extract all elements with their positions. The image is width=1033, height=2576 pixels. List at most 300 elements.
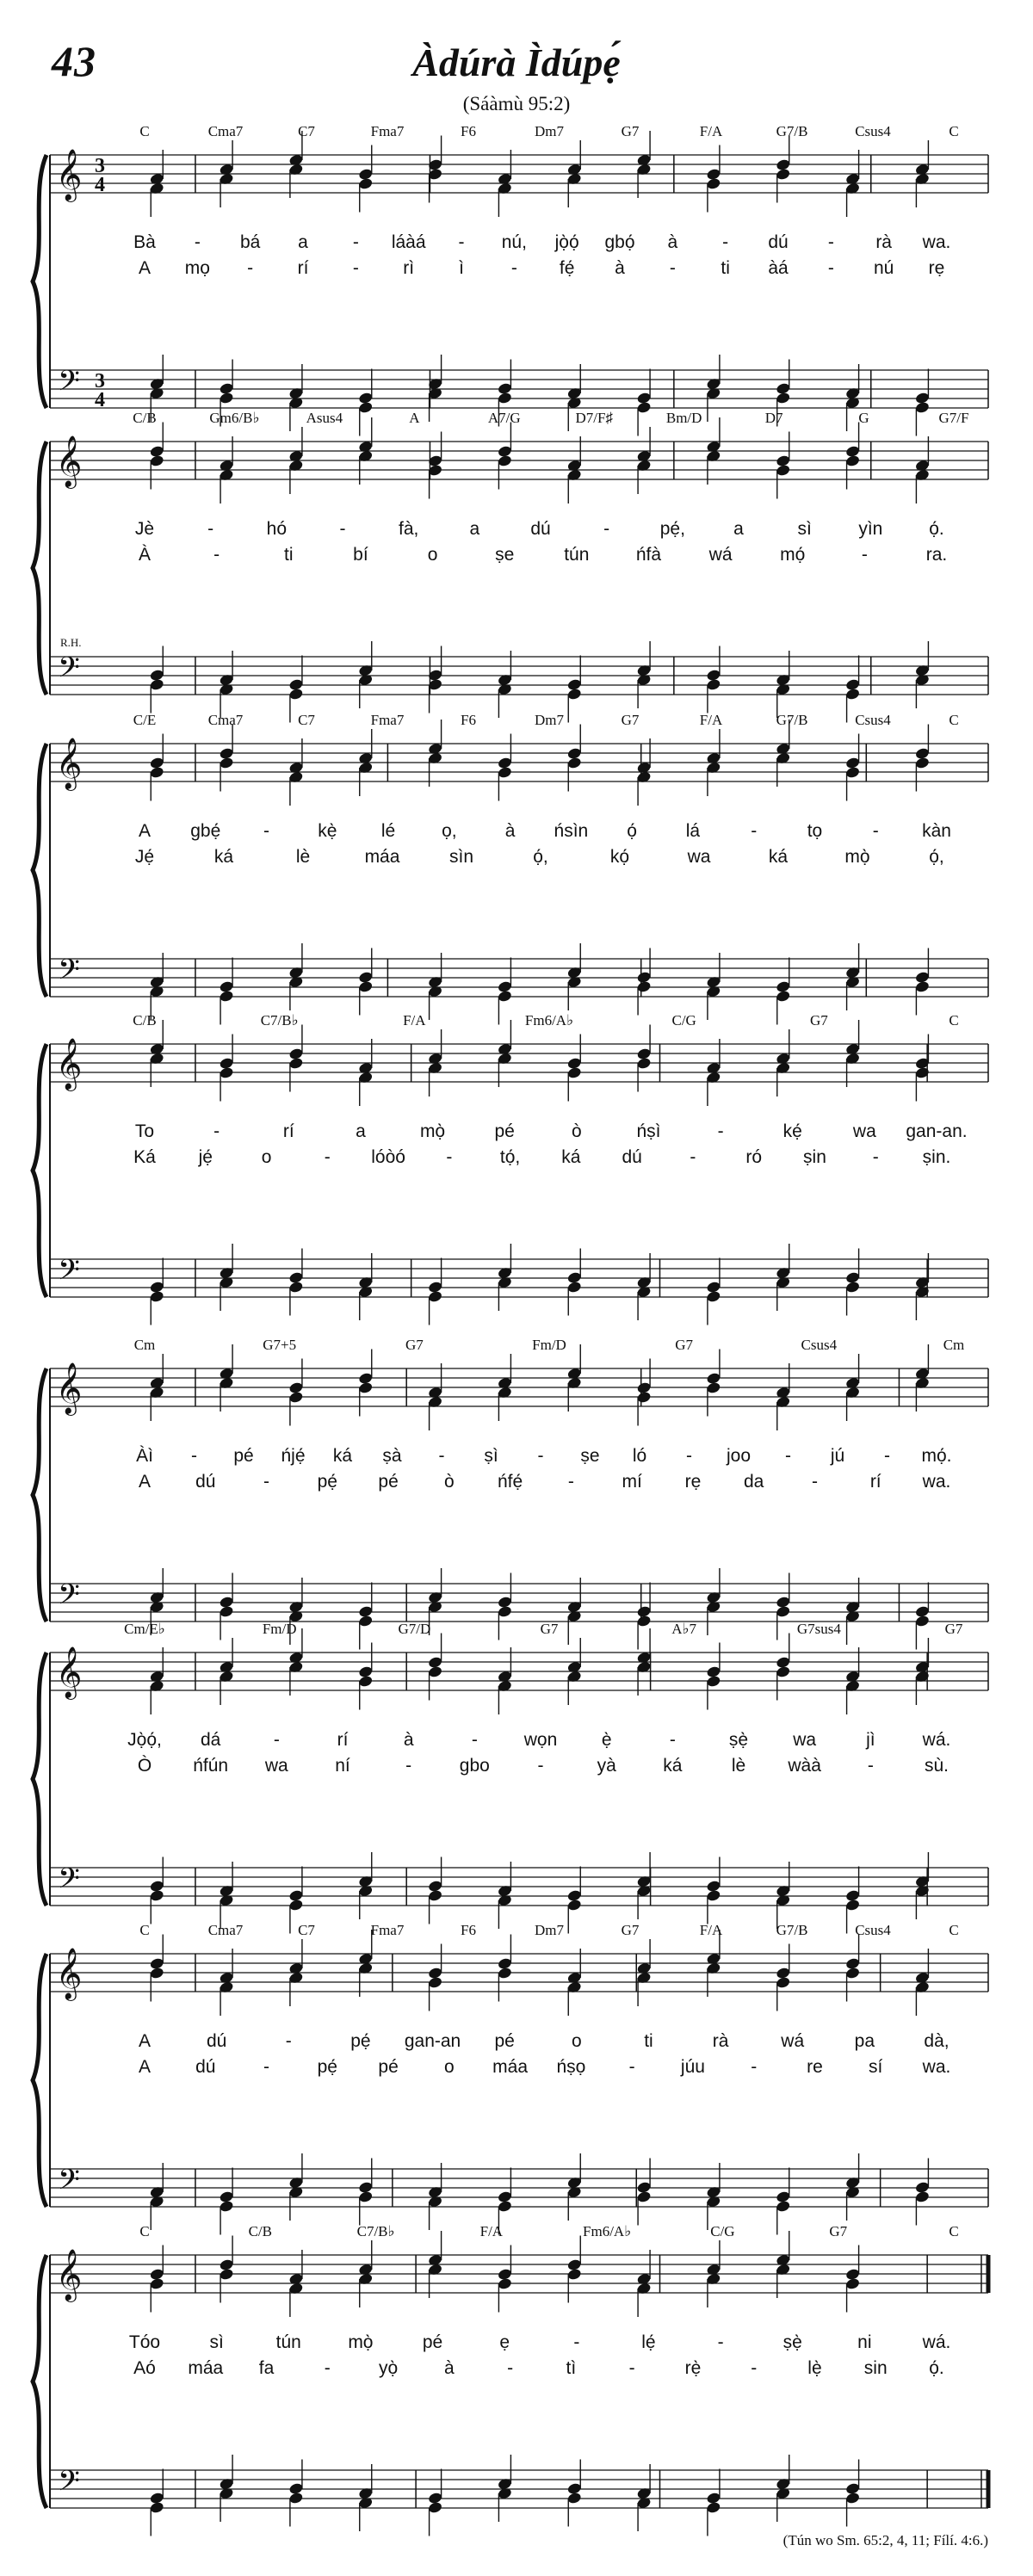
verse2-syllable: máa	[188, 2358, 224, 2378]
bass-note	[845, 2492, 861, 2505]
verse1-syllable: -	[717, 2332, 724, 2352]
treble-note	[428, 1976, 443, 1989]
verse1-syllable: ṣe	[580, 1446, 600, 1466]
treble-note	[358, 1381, 374, 1394]
chord-symbol: G7	[944, 1621, 963, 1637]
verse1-syllable: Jọ̀ọ́,	[127, 1730, 162, 1750]
verse1-syllable: Bà	[133, 232, 156, 252]
chord-symbol: G	[858, 410, 869, 426]
verse1-syllable: ṣẹ̀	[782, 2332, 802, 2352]
verse2-syllable: -	[352, 258, 359, 278]
chord-symbol: G7	[621, 1922, 640, 1938]
verse1-syllable: -	[263, 821, 270, 841]
bass-note	[219, 990, 234, 1003]
verse2-syllable: máa	[364, 847, 400, 867]
treble-note	[288, 1391, 304, 1404]
bass-staff	[50, 959, 988, 997]
hymn-title: Àdúrà Ìdúpẹ́	[412, 40, 621, 84]
staff-brace	[33, 155, 46, 408]
bass-note	[358, 401, 374, 414]
verse1-syllable: gbọ́	[604, 232, 635, 252]
chord-symbol: C7	[298, 1922, 315, 1938]
treble-clef-icon: 𝄞	[55, 1646, 83, 1698]
treble-note	[566, 2268, 582, 2281]
chord-symbol: C7	[298, 123, 315, 139]
verse2-syllable: tọ́,	[499, 1147, 521, 1167]
chord-symbol: C7/B♭	[356, 2223, 395, 2239]
verse2-syllable: ró	[745, 1147, 763, 1167]
treble-note	[845, 766, 861, 779]
chord-symbol: Fm/D	[532, 1337, 566, 1353]
verse2-syllable: -	[324, 2358, 331, 2378]
verse1-syllable: gan-an.	[906, 1121, 968, 1141]
verse2-syllable: rẹ	[928, 258, 945, 278]
verse1-syllable: láàá	[391, 232, 426, 252]
verse1-syllable: ńsìn	[554, 821, 589, 841]
bass-clef-icon: 𝄢	[58, 1254, 80, 1294]
verse2-syllable: -	[507, 2358, 514, 2378]
chord-symbol: C	[139, 1922, 150, 1938]
verse2-syllable: Jẹ́	[134, 847, 155, 867]
bass-clef-icon: 𝄢	[58, 1863, 80, 1902]
verse1-syllable: pé	[422, 2332, 443, 2352]
treble-note	[219, 1066, 234, 1079]
verse1-syllable: pa	[854, 2031, 875, 2051]
treble-note	[776, 464, 791, 477]
verse2-syllable: dú	[622, 1147, 642, 1167]
chord-symbol: Cma7	[207, 712, 244, 728]
chord-symbol: Asus4	[306, 410, 343, 426]
treble-note	[358, 1675, 374, 1688]
bass-note	[149, 678, 164, 691]
chord-symbol: C/B	[133, 1012, 157, 1029]
verse1-syllable: lá	[685, 821, 701, 841]
verse1-syllable: dú	[530, 519, 551, 539]
verse2-syllable: -	[669, 258, 676, 278]
verse1-syllable: -	[438, 1446, 445, 1466]
bass-note	[566, 2492, 582, 2505]
bass-note	[636, 980, 652, 993]
verse2-syllable: -	[751, 2358, 758, 2378]
verse1-syllable: -	[194, 232, 201, 252]
verse1-syllable: Tóo	[128, 2332, 161, 2352]
verse1-syllable: ńjẹ́	[281, 1446, 306, 1466]
verse1-syllable: tọ	[807, 821, 823, 841]
treble-clef-icon: 𝄞	[55, 149, 83, 201]
verse1-syllable: -	[872, 821, 879, 841]
verse1-syllable: -	[213, 1121, 220, 1141]
verse1-syllable: pẹ́	[350, 2031, 371, 2051]
verse2-syllable: sí	[869, 2057, 883, 2077]
verse1-syllable: -	[669, 1730, 676, 1750]
verse1-syllable: pẹ́,	[659, 519, 685, 539]
chord-symbol: Dm7	[535, 712, 564, 728]
verse2-syllable: -	[537, 1756, 544, 1776]
staff-brace	[33, 2255, 46, 2508]
treble-clef-icon: 𝄞	[55, 1948, 83, 1999]
treble-note	[288, 1057, 304, 1070]
verse1-syllable: lé	[380, 821, 396, 841]
chord-symbol: C	[949, 123, 959, 139]
verse1-syllable: -	[722, 232, 729, 252]
treble-note	[776, 1665, 791, 1678]
chord-symbol: F/A	[403, 1012, 426, 1029]
verse1-syllable: -	[717, 1121, 724, 1141]
chord-symbol: A	[409, 410, 420, 426]
bass-note	[706, 1290, 721, 1303]
bass-note	[358, 1615, 374, 1628]
verse1-syllable: ṣì	[484, 1446, 498, 1466]
chord-symbol: G7	[540, 1621, 559, 1637]
verse2-syllable: bí	[353, 545, 368, 565]
verse1-syllable: sì	[797, 519, 812, 539]
bass-note	[636, 2190, 652, 2203]
verse2-syllable: o	[261, 1147, 272, 1167]
chord-symbol: G7/D	[398, 1621, 431, 1637]
verse1-syllable: ńṣì	[636, 1121, 661, 1141]
verse1-syllable: dá	[200, 1730, 221, 1750]
verse2-syllable: -	[827, 258, 834, 278]
verse2-syllable: mọ	[184, 258, 210, 278]
chord-symbol: Fm/D	[262, 1621, 297, 1637]
chord-symbol: F6	[461, 712, 476, 728]
verse1-syllable: ẹ	[499, 2332, 510, 2352]
verse1-syllable: mọ̀	[348, 2332, 374, 2352]
verse1-syllable: kàn	[922, 821, 951, 841]
verse2-syllable: pé	[378, 2057, 399, 2077]
verse2-syllable: -	[213, 545, 220, 565]
verse2-syllable: yọ̀	[378, 2358, 399, 2378]
verse1-syllable: -	[471, 1730, 478, 1750]
bass-clef-icon: 𝄢	[58, 954, 80, 993]
verse2-syllable: A	[138, 2057, 152, 2077]
verse1-syllable: dú	[768, 232, 789, 252]
treble-note	[776, 1976, 791, 1989]
treble-clef-icon: 𝄞	[55, 738, 83, 789]
bass-note	[288, 2492, 304, 2505]
staff-brace	[33, 1954, 46, 2207]
chord-symbol: Fma7	[370, 712, 405, 728]
treble-note	[497, 2277, 512, 2290]
bass-note	[149, 2501, 164, 2514]
verse1-syllable: a	[469, 519, 480, 539]
verse1-syllable: wá.	[922, 2332, 951, 2352]
bass-note	[914, 401, 930, 414]
chord-symbol: Dm7	[535, 123, 564, 139]
chord-symbol: Csus4	[855, 123, 891, 139]
treble-note	[706, 177, 721, 190]
bass-note	[776, 1605, 791, 1618]
verse1-syllable: -	[273, 1730, 280, 1750]
verse2-syllable: o	[444, 2057, 455, 2077]
chord-symbol: Cm	[133, 1337, 156, 1353]
verse1-syllable: a	[733, 519, 744, 539]
verse1-syllable: wa	[852, 1121, 876, 1141]
verse2-syllable: wa.	[922, 2057, 951, 2077]
verse1-syllable: wa	[793, 1730, 817, 1750]
treble-note	[219, 2268, 234, 2281]
verse2-syllable: nú	[873, 258, 894, 278]
treble-note	[497, 766, 512, 779]
chord-symbol: C/G	[671, 1012, 696, 1029]
time-signature-denominator: 4	[95, 174, 105, 196]
bass-note	[776, 990, 791, 1003]
verse2-syllable: -	[263, 1472, 270, 1492]
bass-note	[219, 392, 234, 405]
bass-note	[566, 1899, 582, 1912]
verse2-syllable: rẹ	[684, 1472, 702, 1492]
staff-brace	[33, 442, 46, 695]
verse1-syllable: Àì	[136, 1446, 153, 1466]
verse2-syllable: sin	[863, 2358, 888, 2378]
verse2-syllable: -	[446, 1147, 453, 1167]
verse1-syllable: tún	[275, 2332, 301, 2352]
verse1-syllable: pé	[494, 2031, 515, 2051]
chord-symbol: F6	[461, 123, 476, 139]
verse2-syllable: ká	[768, 847, 789, 867]
chord-symbol: A7/G	[487, 410, 521, 426]
treble-note	[358, 177, 374, 190]
time-signature-denominator: 4	[95, 389, 105, 411]
verse1-syllable: kẹ̀	[318, 821, 337, 841]
verse1-syllable: kẹ́	[782, 1121, 802, 1141]
verse2-syllable: rì	[403, 258, 415, 278]
chord-symbol: Dm7	[535, 1922, 564, 1938]
verse2-syllable: Ká	[133, 1147, 156, 1167]
verse1-syllable: mọ́.	[921, 1446, 952, 1466]
verse1-syllable: bá	[239, 232, 261, 252]
verse2-syllable: wa.	[922, 1472, 951, 1492]
bass-note	[288, 688, 304, 701]
verse1-syllable: ṣẹ̀	[728, 1730, 749, 1750]
chord-symbol: G7/B	[776, 1922, 808, 1938]
verse2-syllable: sù.	[924, 1756, 949, 1776]
chord-symbol: F/A	[699, 123, 723, 139]
verse2-syllable: mọ̀	[844, 847, 870, 867]
bass-note	[776, 392, 791, 405]
verse1-syllable: A	[138, 2031, 152, 2051]
treble-note	[497, 454, 512, 467]
verse2-syllable: àá	[768, 258, 789, 278]
chord-symbol: C/B	[133, 410, 157, 426]
verse2-syllable: rí	[869, 1472, 881, 1492]
chord-symbol: Csus4	[801, 1337, 838, 1353]
verse2-syllable: A	[138, 258, 152, 278]
chord-symbol: Csus4	[855, 712, 891, 728]
chord-symbol: G7	[829, 2223, 848, 2239]
verse2-syllable: dú	[195, 2057, 216, 2077]
verse2-syllable: -	[510, 258, 517, 278]
verse1-syllable: -	[686, 1446, 692, 1466]
verse2-syllable: fẹ́	[559, 258, 575, 278]
system-3	[33, 720, 988, 1025]
verse1-syllable: rà	[712, 2031, 729, 2051]
chord-symbol: G7	[809, 1012, 828, 1029]
bass-clef-icon: 𝄢	[58, 2465, 80, 2505]
system-6	[33, 1628, 988, 1934]
verse1-syllable: mọ̀	[419, 1121, 446, 1141]
bass-note	[149, 1889, 164, 1902]
verse1-syllable: à	[504, 821, 516, 841]
verse2-syllable: -	[872, 1147, 879, 1167]
verse1-syllable: -	[191, 1446, 197, 1466]
treble-note	[149, 1967, 164, 1980]
verse1-syllable: nú,	[501, 232, 527, 252]
bass-note	[428, 1290, 443, 1303]
verse2-syllable: ṣin	[803, 1147, 826, 1167]
verse2-syllable: máa	[492, 2057, 529, 2077]
verse1-syllable: -	[785, 1446, 791, 1466]
bass-note	[776, 2200, 791, 2213]
bass-clef-icon: 𝄢	[58, 2164, 80, 2203]
bass-note	[566, 1281, 582, 1294]
verse2-syllable: wá	[708, 545, 733, 565]
verse1-syllable: à	[403, 1730, 414, 1750]
verse2-syllable: ò	[444, 1472, 455, 1492]
staff-brace	[33, 1044, 46, 1297]
verse1-syllable: joo	[726, 1446, 752, 1466]
treble-clef-icon: 𝄞	[55, 436, 83, 487]
verse2-syllable: wa	[687, 847, 711, 867]
treble-note	[845, 454, 861, 467]
chord-symbol: F/A	[699, 712, 723, 728]
bass-note	[149, 1290, 164, 1303]
chord-symbol: C7	[298, 712, 315, 728]
verse2-syllable: yà	[597, 1756, 616, 1776]
chord-symbol: C	[949, 712, 959, 728]
system-7	[33, 1930, 988, 2235]
bass-note	[636, 401, 652, 414]
staff-brace	[33, 744, 46, 997]
verse1-syllable: Jè	[134, 519, 155, 539]
bass-note	[288, 1281, 304, 1294]
treble-note	[706, 1381, 721, 1394]
treble-note	[219, 757, 234, 769]
verse1-syllable: -	[603, 519, 610, 539]
verse1-syllable: fà,	[398, 519, 419, 539]
bass-note	[497, 392, 512, 405]
treble-note	[428, 1665, 443, 1678]
verse2-syllable: tì	[566, 2358, 577, 2378]
chord-symbol: Cm	[943, 1337, 965, 1353]
chord-symbol: C	[949, 2223, 959, 2239]
verse2-syllable: ńfún	[193, 1756, 229, 1776]
verse2-syllable: ọ́,	[533, 847, 548, 867]
verse2-syllable: ti	[284, 545, 294, 565]
bass-clef-icon: 𝄢	[58, 365, 80, 405]
verse2-syllable: ńṣọ	[556, 2057, 586, 2077]
treble-note	[566, 757, 582, 769]
chord-symbol: C	[139, 123, 150, 139]
verse2-syllable: -	[247, 258, 254, 278]
system-4	[33, 1020, 988, 1325]
bass-staff	[50, 1868, 988, 1906]
chord-symbol: G7	[405, 1337, 424, 1353]
verse2-syllable: sìn	[448, 847, 474, 867]
verse2-syllable: ọ́.	[929, 2358, 944, 2378]
chord-symbol: C	[949, 1012, 959, 1029]
chord-symbol: Bm/D	[665, 410, 702, 426]
rh-marking: R.H.	[60, 636, 82, 649]
bass-note	[845, 1899, 861, 1912]
verse1-syllable: -	[458, 232, 465, 252]
hymn-number: 43	[52, 37, 96, 85]
verse2-syllable: ṣe	[495, 545, 515, 565]
verse1-syllable: pé	[494, 1121, 515, 1141]
chord-symbol: C	[949, 1922, 959, 1938]
chord-symbol: C/E	[133, 712, 157, 728]
verse1-syllable: -	[573, 2332, 580, 2352]
verse1-syllable: jú	[830, 1446, 845, 1466]
chord-symbol: C/B	[248, 2223, 272, 2239]
verse2-syllable: ńfẹ́	[498, 1472, 523, 1492]
verse1-syllable: wá	[781, 2031, 805, 2051]
verse1-syllable: wa.	[922, 232, 951, 252]
chord-symbol: F6	[461, 1922, 476, 1938]
verse2-syllable: dú	[195, 1472, 216, 1492]
verse2-syllable: ká	[561, 1147, 581, 1167]
verse2-syllable: -	[811, 1472, 818, 1492]
verse2-syllable: pé	[378, 1472, 399, 1492]
verse2-syllable: -	[567, 1472, 574, 1492]
verse2-syllable: ká	[213, 847, 234, 867]
chord-symbol: C/G	[710, 2223, 735, 2239]
verse2-syllable: rí	[297, 258, 309, 278]
verse2-syllable: kọ́	[609, 847, 630, 867]
treble-note	[497, 1967, 512, 1980]
chord-symbol: G7/F	[938, 410, 969, 426]
verse1-syllable: wá.	[922, 1730, 951, 1750]
verse1-syllable: à	[667, 232, 678, 252]
bass-note	[497, 1605, 512, 1618]
verse2-syllable: -	[405, 1756, 412, 1776]
verse2-syllable: -	[690, 1147, 696, 1167]
verse1-syllable: ṣà	[382, 1446, 402, 1466]
chord-symbol: A♭7	[671, 1621, 697, 1637]
treble-note	[149, 766, 164, 779]
bass-note	[706, 1889, 721, 1902]
verse2-syllable: À	[138, 545, 152, 565]
chord-symbol: C7/B♭	[260, 1012, 299, 1029]
verse2-syllable: re	[807, 2057, 823, 2077]
verse1-syllable: ọ́	[627, 821, 637, 841]
bass-staff	[50, 2169, 988, 2207]
treble-note	[914, 757, 930, 769]
verse1-syllable: lẹ́	[641, 2332, 656, 2352]
verse2-syllable: lẹ̀	[807, 2358, 822, 2378]
treble-note	[566, 1066, 582, 1079]
chord-symbol: Cma7	[207, 1922, 244, 1938]
bass-note	[914, 980, 930, 993]
verse1-syllable: A	[138, 821, 152, 841]
time-signature-numerator: 3	[95, 370, 105, 392]
verse2-syllable: Aó	[133, 2358, 156, 2378]
verse1-syllable: a	[356, 1121, 366, 1141]
system-1	[33, 131, 988, 436]
verse1-syllable: -	[884, 1446, 890, 1466]
treble-note	[845, 1967, 861, 1980]
verse1-syllable: o	[571, 2031, 582, 2051]
chord-symbol: Gm6/B♭	[209, 410, 260, 426]
verse1-syllable: -	[537, 1446, 544, 1466]
verse2-syllable: ọ́,	[929, 847, 944, 867]
time-signature-numerator: 3	[95, 155, 105, 177]
verse2-syllable: lóòó	[371, 1147, 405, 1167]
bass-note	[914, 1615, 930, 1628]
staff-brace	[33, 1368, 46, 1622]
verse2-syllable: ṣin.	[922, 1147, 951, 1167]
chord-symbol: C	[139, 2223, 150, 2239]
